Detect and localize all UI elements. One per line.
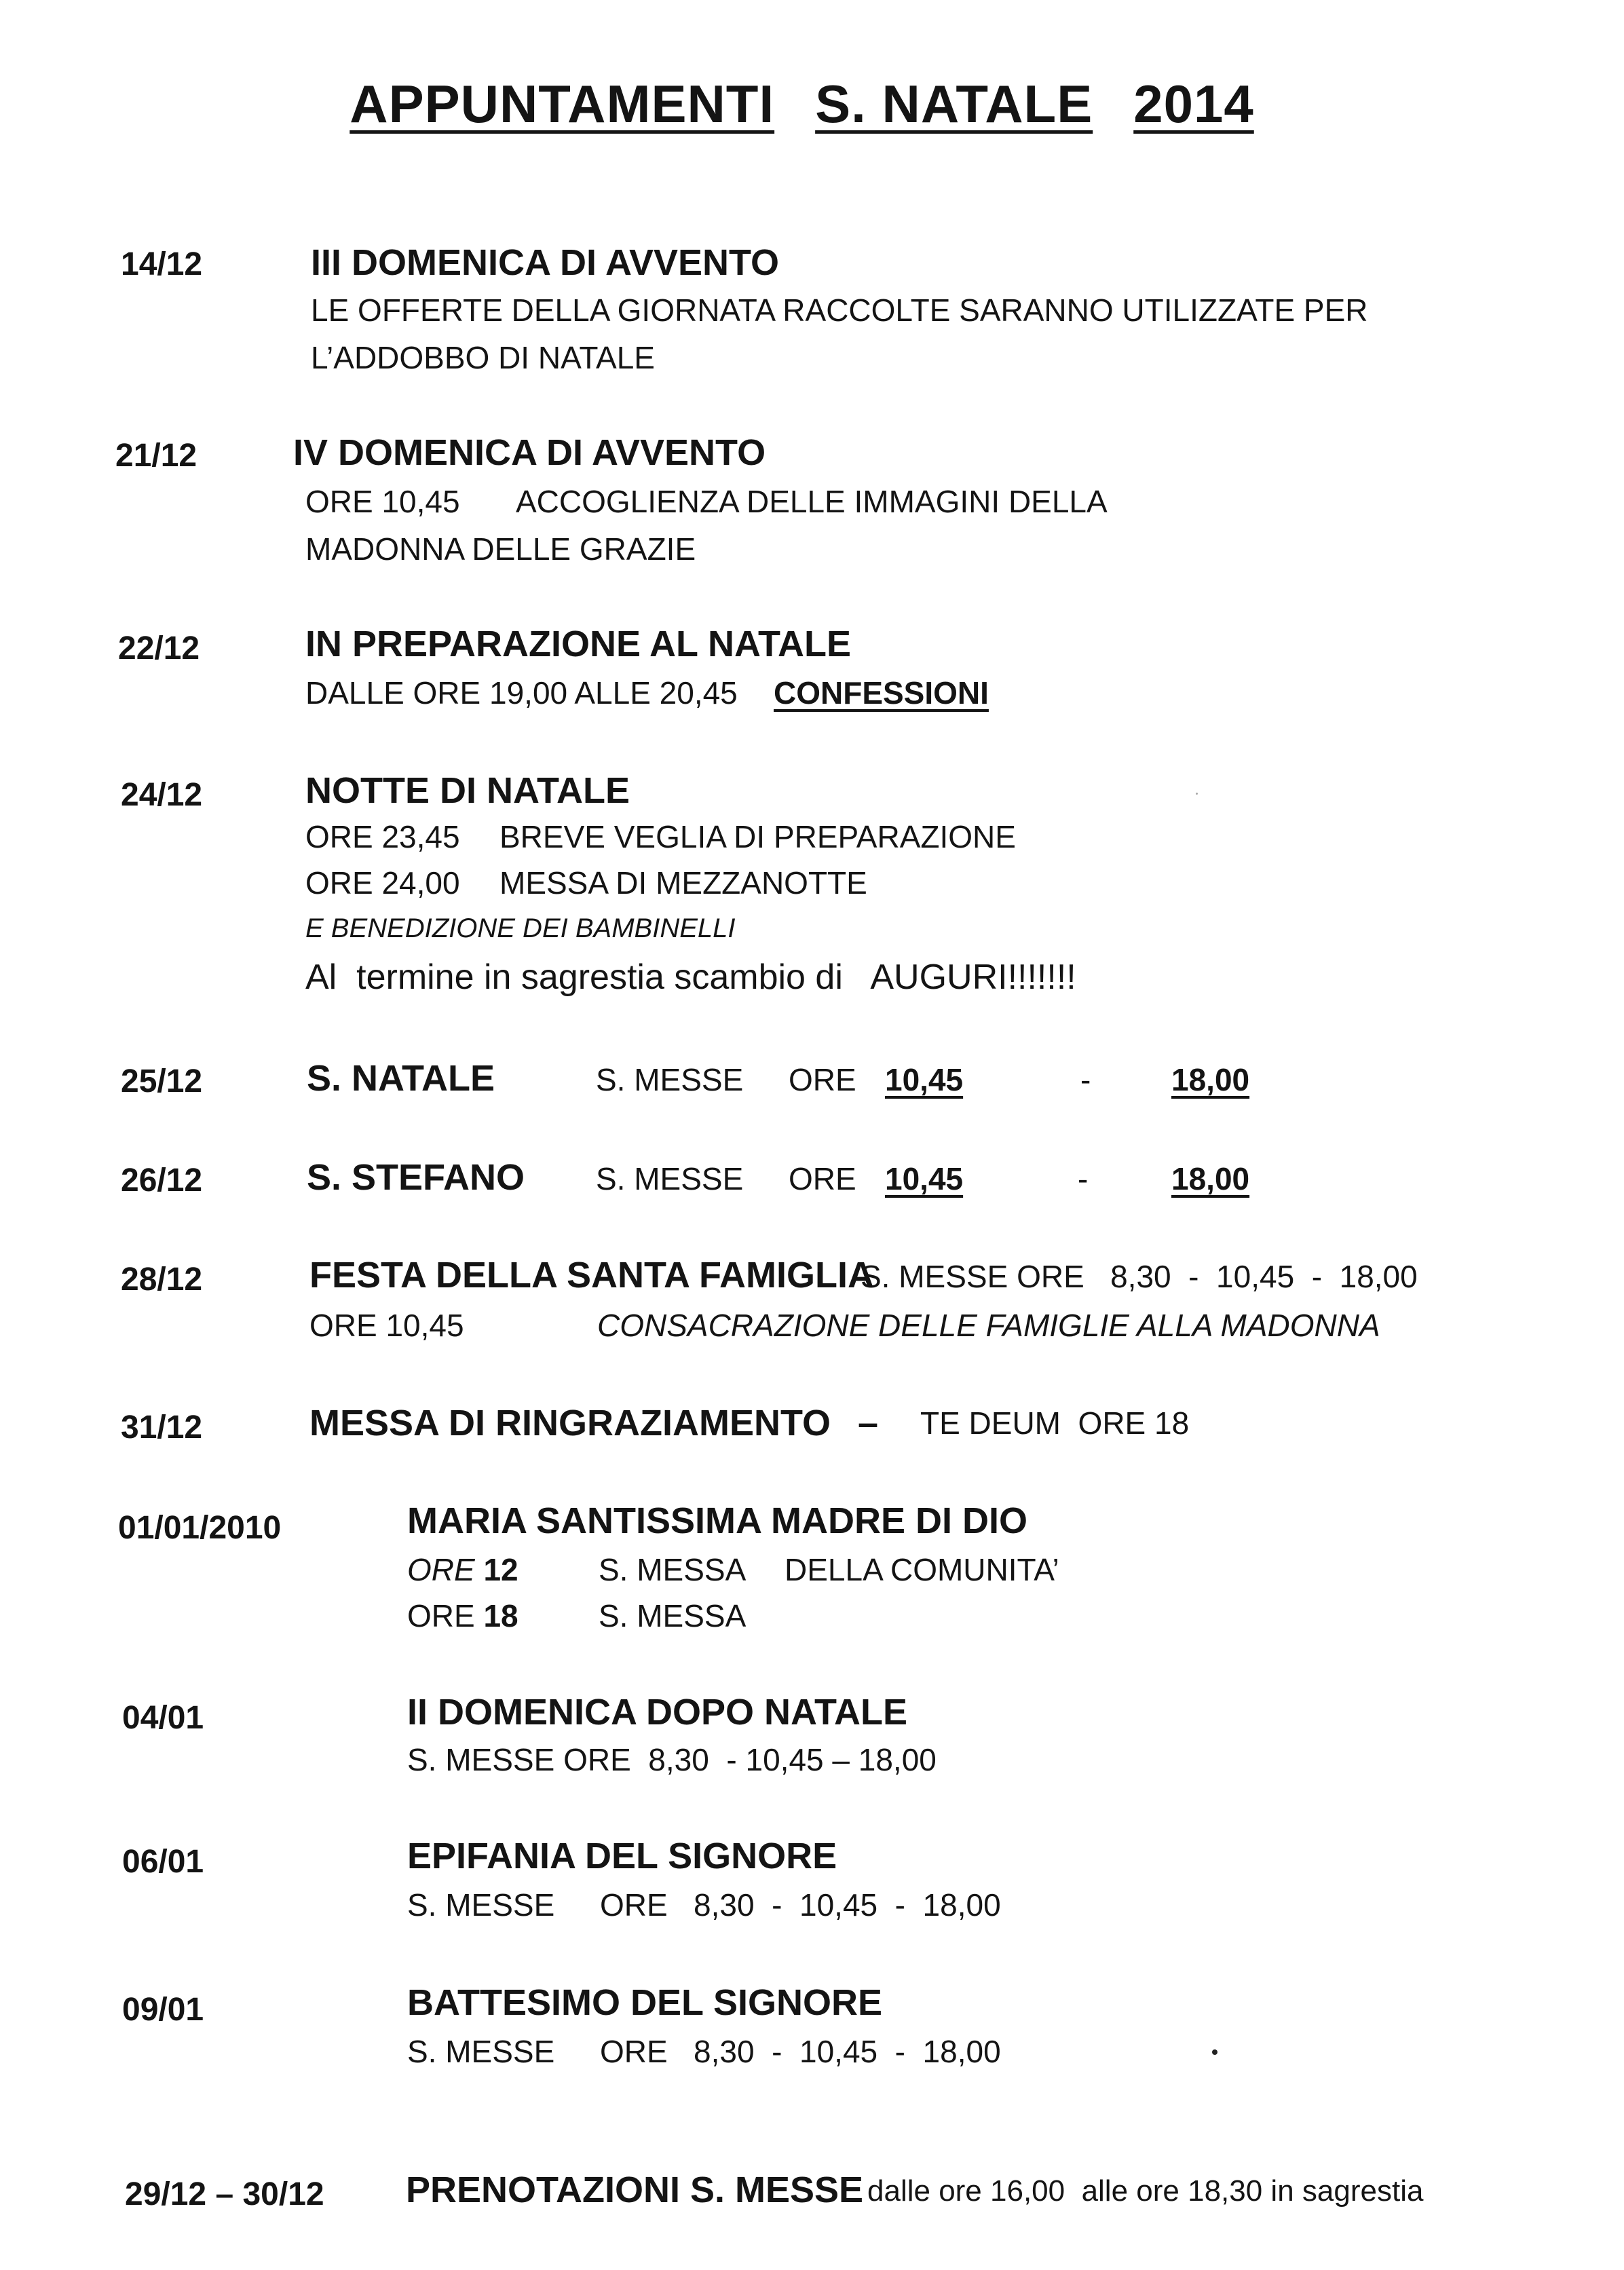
event-date: 04/01 (122, 1700, 204, 1736)
messe-label: S. MESSE (407, 1887, 555, 1923)
dash: - (1078, 1161, 1089, 1196)
event-italic-note: E BENEDIZIONE DEI BAMBINELLI (305, 913, 736, 943)
ore-line-1 (407, 1551, 518, 1588)
event-times: ORE 8,30 - 10,45 - 18,00 (600, 2034, 1001, 2069)
event-inline-times: S. MESSE ORE 8,30 - 10,45 - 18,00 (861, 1259, 1418, 1294)
event-date: 31/12 (121, 1410, 203, 1445)
messe-label: S. MESSE (596, 1161, 744, 1196)
event-heading: MESSA DI RINGRAZIAMENTO (309, 1403, 831, 1443)
dash: - (1080, 1062, 1091, 1097)
event-heading: IN PREPARAZIONE AL NATALE (305, 624, 852, 664)
event-heading: FESTA DELLA SANTA FAMIGLIA (309, 1255, 874, 1295)
ore-line-2 (407, 1597, 518, 1634)
event-text: MADONNA DELLE GRAZIE (305, 531, 696, 567)
ore-label: ORE (407, 1598, 475, 1633)
event-text: S. MESSE ORE 8,30 - 10,45 – 18,00 (407, 1742, 937, 1777)
event-times: ORE 8,30 - 10,45 - 18,00 (600, 1887, 1001, 1923)
event-text: BREVE VEGLIA DI PREPARAZIONE (499, 819, 1016, 854)
event-date: 01/01/2010 (118, 1510, 282, 1546)
ore-label: ORE (407, 1552, 475, 1587)
event-heading: S. NATALE (307, 1058, 495, 1099)
time-1: 10,45 (885, 1062, 964, 1097)
title-word-3: 2014 (1133, 74, 1254, 134)
event-heading: IV DOMENICA DI AVVENTO (293, 432, 766, 473)
event-text: ACCOGLIENZA DELLE IMMAGINI DELLA (516, 484, 1108, 519)
event-time: ORE 24,00 (305, 865, 460, 901)
event-date: 09/01 (122, 1992, 204, 2028)
title-word-1: APPUNTAMENTI (350, 74, 775, 134)
event-heading: EPIFANIA DEL SIGNORE (407, 1836, 837, 1876)
event-text: LE OFFERTE DELLA GIORNATA RACCOLTE SARANNO UTILIZZATE PER (311, 292, 1368, 328)
event-time: ORE 23,45 (305, 819, 460, 854)
dash: – (858, 1403, 879, 1443)
event-italic-note: CONSACRAZIONE DELLE FAMIGLIE ALLA MADONNA (597, 1308, 1380, 1343)
event-heading: NOTTE DI NATALE (305, 770, 630, 811)
event-text: L’ADDOBBO DI NATALE (311, 340, 655, 375)
event-text: TE DEUM ORE 18 (920, 1405, 1190, 1441)
event-date: 06/01 (122, 1844, 204, 1880)
time-1: 10,45 (885, 1161, 964, 1196)
event-date: 25/12 (121, 1063, 203, 1099)
event-time: ORE 10,45 (309, 1308, 464, 1343)
ore-number: 12 (483, 1552, 518, 1587)
ore-label: ORE (789, 1062, 856, 1097)
event-date: 21/12 (115, 438, 197, 474)
event-date: 26/12 (121, 1162, 203, 1198)
time-2: 18,00 (1171, 1062, 1250, 1097)
event-date: 22/12 (118, 630, 200, 666)
scan-speck (1196, 793, 1198, 795)
event-text: DALLE ORE 19,00 ALLE 20,45 (305, 675, 738, 711)
event-greeting: Al termine in sagrestia scambio di AUGURI!!!!!!! (305, 958, 1076, 997)
event-text: dalle ore 16,00 alle ore 18,30 in sagrestia (867, 2174, 1424, 2208)
event-text: DELLA COMUNITA’ (785, 1552, 1059, 1587)
messa-label: S. MESSA (599, 1598, 747, 1633)
messe-label: S. MESSE (596, 1062, 744, 1097)
title-word-2: S. NATALE (815, 74, 1093, 134)
event-date: 24/12 (121, 777, 203, 813)
confessioni-label: CONFESSIONI (774, 675, 989, 711)
time-2: 18,00 (1171, 1161, 1250, 1196)
messe-label: S. MESSE (407, 2034, 555, 2069)
ore-label: ORE (789, 1161, 856, 1196)
event-heading: III DOMENICA DI AVVENTO (311, 242, 780, 283)
scan-speck (1212, 2049, 1217, 2055)
event-heading: S. STEFANO (307, 1157, 525, 1198)
event-text: MESSA DI MEZZANOTTE (499, 865, 867, 901)
page-title (0, 73, 1624, 135)
ore-number: 18 (483, 1598, 518, 1633)
messa-label: S. MESSA (599, 1552, 747, 1587)
event-date: 28/12 (121, 1262, 203, 1298)
event-time: ORE 10,45 (305, 484, 460, 519)
event-heading: MARIA SANTISSIMA MADRE DI DIO (407, 1500, 1027, 1541)
event-heading: II DOMENICA DOPO NATALE (407, 1692, 907, 1733)
event-date: 14/12 (121, 246, 203, 282)
event-heading: BATTESIMO DEL SIGNORE (407, 1982, 883, 2023)
event-heading: PRENOTAZIONI S. MESSE (406, 2170, 864, 2210)
event-date: 29/12 – 30/12 (125, 2176, 324, 2212)
